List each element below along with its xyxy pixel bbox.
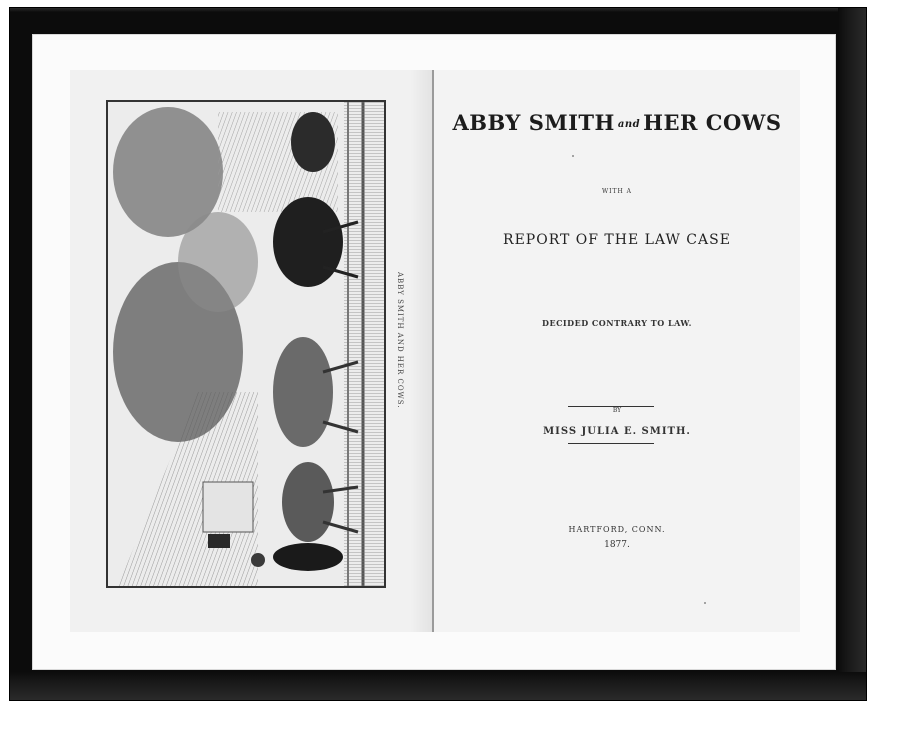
decided-text: DECIDED CONTRARY TO LAW.: [542, 318, 692, 328]
with-a-text: WITH A: [601, 188, 632, 195]
title-part-2: HER COWS: [643, 110, 782, 135]
paper-speck: [704, 602, 706, 604]
frontispiece-page: [70, 70, 432, 632]
open-book: [70, 70, 798, 632]
rule-bottom: [568, 443, 654, 444]
frontispiece-caption: ABBY SMITH AND HER COWS.: [396, 271, 404, 409]
report-heading: REPORT OF THE LAW CASE: [503, 232, 731, 248]
frame-bevel-bottom: [10, 672, 866, 700]
frontispiece-engraving: [106, 100, 386, 588]
title-and: and: [617, 119, 641, 130]
book-title: [434, 110, 800, 135]
author-name: MISS JULIA E. SMITH.: [543, 426, 691, 437]
publication-place: HARTFORD, CONN.: [568, 525, 666, 534]
frame-bevel-right: [838, 8, 866, 700]
paper-speck: [572, 155, 574, 157]
publication-year: 1877.: [604, 540, 630, 550]
gutter-shadow: [410, 70, 432, 632]
title-page: [432, 70, 800, 632]
engraving-illustration: [108, 102, 384, 586]
title-part-1: ABBY SMITH: [452, 110, 615, 135]
frame-edge-top: [10, 8, 866, 12]
by-text: BY: [612, 407, 622, 414]
